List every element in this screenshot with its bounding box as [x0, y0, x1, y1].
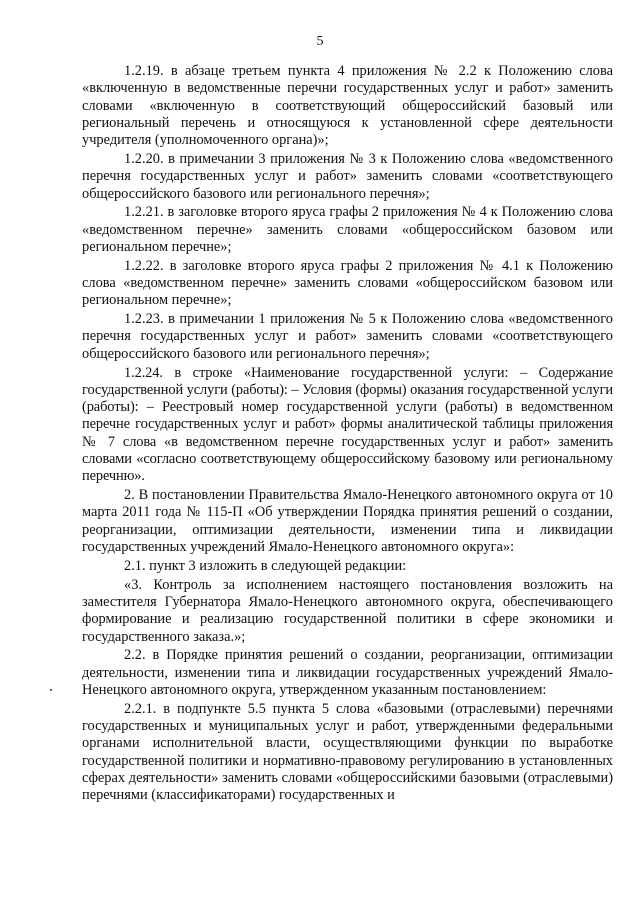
paragraph-quote-3: «3. Контроль за исполнением настоящего постановления возложить на заместителя Губернатора Ямало-Ненецкого автономного округа, обеспечивающего формирование и реализацию государственной политики в сфере экономики и государственного заказа.»; — [82, 576, 613, 645]
document-body — [82, 63, 613, 806]
paragraph-1-2-22: 1.2.22. в заголовке второго яруса графы 2 приложения № 4.1 к Положению слова «ведомственном перечне» заменить словами «общероссийском базовом или региональном перечне»; — [82, 257, 613, 309]
paragraph-2-2: 2.2. в Порядке принятия решений о создании, реорганизации, оптимизации деятельности, изменении типа и ликвидации государственных учреждений Ямало-Ненецкого автономного округа, утвержденном указанным постановлением: — [82, 647, 613, 698]
margin-dot — [50, 689, 52, 691]
paragraph-1-2-24: 1.2.24. в строке «Наименование государственной услуги: – Содержание государственной услуги (работы): – Условия (формы) оказания государственной услуги (работы): – Реестровый номер государственной услуги (работы) в ведомственном перечне государственных услуг и работ» формы аналитической таблицы приложения № 7 слова «в ведомственном перечне государственных услуг и работ» заменить словами «согласно соответствующему общероссийскому базовому или региональному перечню». — [82, 364, 613, 485]
paragraph-1-2-21: 1.2.21. в заголовке второго яруса графы 2 приложения № 4 к Положению слова «ведомственном перечне» заменить словами «общероссийском базовом или региональном перечне»; — [82, 204, 613, 255]
page-number: 5 — [316, 34, 324, 49]
paragraph-2-2-1: 2.2.1. в подпункте 5.5 пункта 5 слова «базовыми (отраслевыми) перечнями государственных и муниципальных услуг и работ, утвержденными федеральными органами исполнительной власти, осуществляющими функции по выработке государственной политики и нормативно-правовому регулированию в установленных сферах деятельности» заменить словами «общероссийскими базовыми (отраслевыми) перечнями (классификаторами) государственных и — [82, 700, 613, 804]
paragraph-1-2-19: 1.2.19. в абзаце третьем пункта 4 приложения № 2.2 к Положению слова «включенную в ведомственные перечни государственных услуг и работ» заменить словами «включенную в соответствующий общероссийский базовый или региональный перечень и относящуюся к установленной сфере деятельности учредителя (уполномоченного органа)»; — [82, 63, 613, 149]
paragraph-1-2-23: 1.2.23. в примечании 1 приложения № 5 к Положению слова «ведомственного перечня государственных услуг и работ» заменить словами «соответствующего общероссийского базового или регионального перечня»; — [82, 311, 613, 362]
paragraph-2: 2. В постановлении Правительства Ямало-Ненецкого автономного округа от 10 марта 2011 года № 115-П «Об утверждении Порядка принятия решений о создании, реорганизации, оптимизации деятельности, изменении типа и ликвидации государственных учреждений Ямало-Ненецкого автономного округа»: — [82, 487, 613, 556]
paragraph-2-1: 2.1. пункт 3 изложить в следующей редакции: — [124, 557, 407, 574]
paragraph-1-2-20: 1.2.20. в примечании 3 приложения № 3 к Положению слова «ведомственного перечня государственных услуг и работ» заменить словами «соответствующего общероссийского базового или регионального перечня»; — [82, 150, 613, 202]
